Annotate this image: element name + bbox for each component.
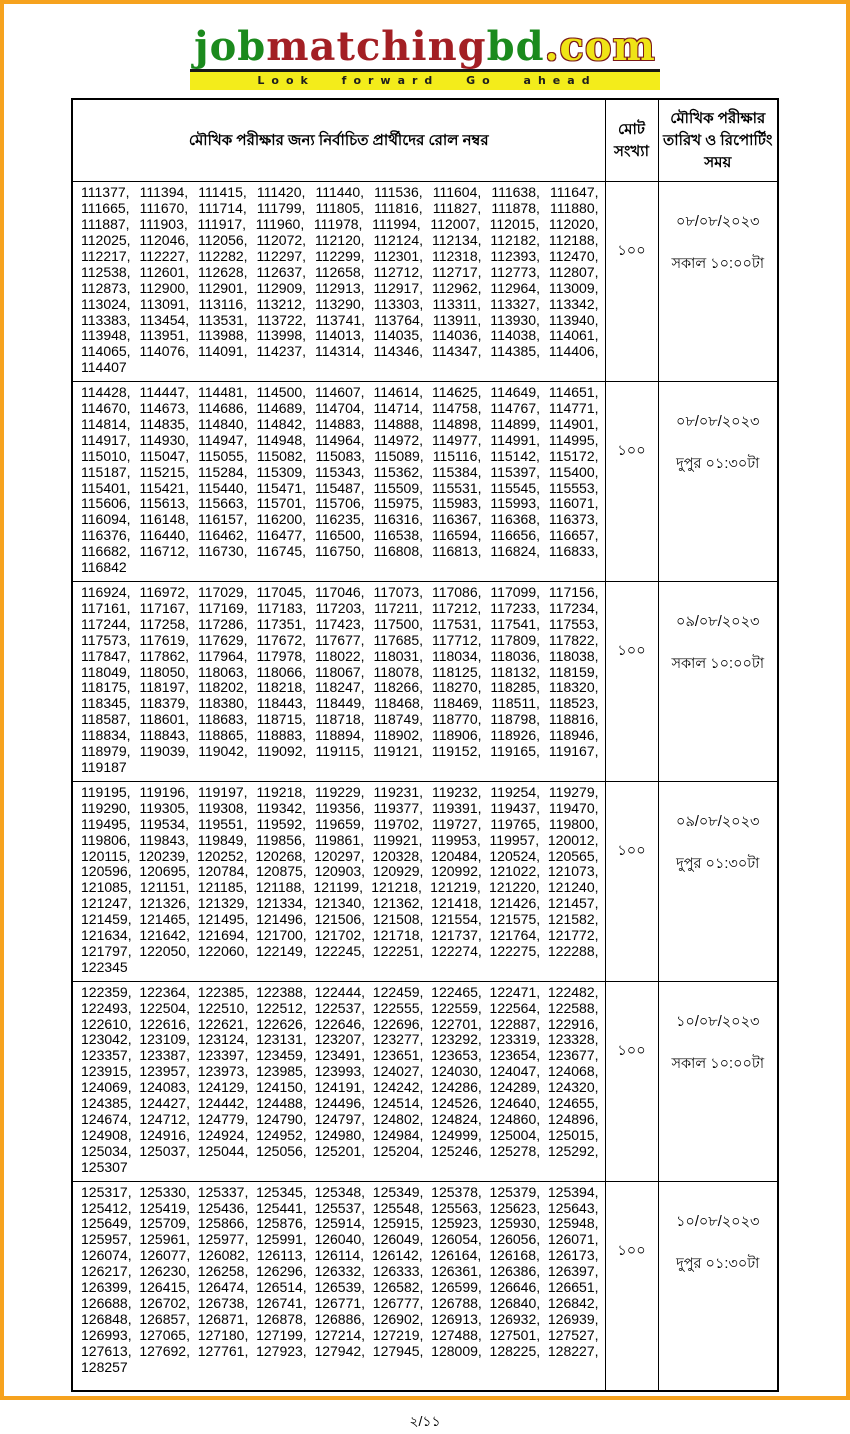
- total-count-cell: ১০০: [605, 1181, 658, 1391]
- header-exam-date-time: মৌখিক পরীক্ষার তারিখ ও রিপোর্টিং সময়: [658, 99, 778, 182]
- logo-word-matching: matching: [266, 23, 487, 70]
- schedule-cell: [658, 382, 778, 582]
- roll-numbers-cell: 125317, 125330, 125337, 125345, 125348, 125349, 125378, 125379, 125394, 125412, 125419, 125436, 125441, 125537, 125548, 125563, 125623, 125643, 125649, 125709, 125866, 125876, 125914, 125915, 125923, 125930, 125948, 125957, 125961, 125977, 125991, 126040, 126049, 126054, 126056, 126071, 126074, 126077, 126082, 126113, 126114, 126142, 126164, 126168, 126173, 126217, 126230, 126258, 126296, 126332, 126333, 126361, 126386, 126397, 126399, 126415, 126474, 126514, 126539, 126582, 126599, 126646, 126651, 126688, 126702, 126738, 126741, 126771, 126777, 126788, 126840, 126842, 126848, 126857, 126871, 126878, 126886, 126902, 126913, 126932, 126939, 126993, 127065, 127180, 127199, 127214, 127219, 127488, 127501, 127527, 127613, 127692, 127761, 127923, 127942, 127945, 128009, 128225, 128227, 128257: [72, 1181, 605, 1391]
- total-count-cell: ১০০: [605, 382, 658, 582]
- page-number: ২/১১: [409, 1413, 441, 1430]
- table-row: [72, 382, 778, 582]
- reporting-time: দুপুর ০১:৩০টা: [676, 1255, 760, 1272]
- exam-date: ০৯/০৮/২০২৩: [676, 813, 760, 830]
- schedule-cell: [658, 981, 778, 1181]
- logo-word-com: .com: [544, 23, 656, 70]
- total-count-cell: ১০০: [605, 182, 658, 382]
- total-count-cell: ১০০: [605, 781, 658, 981]
- table-row: [72, 1181, 778, 1391]
- roll-numbers-cell: 111377, 111394, 111415, 111420, 111440, 111536, 111604, 111638, 111647, 111665, 111670, 111714, 111799, 111805, 111816, 111827, 111878, 111880, 111887, 111903, 111917, 111960, 111978, 111994, 112007, 112015, 112020, 112025, 112046, 112056, 112072, 112120, 112124, 112134, 112182, 112188, 112217, 112227, 112282, 112297, 112299, 112301, 112318, 112393, 112470, 112538, 112601, 112628, 112637, 112658, 112712, 112717, 112773, 112807, 112873, 112900, 112901, 112909, 112913, 112917, 112962, 112964, 113009, 113024, 113091, 113116, 113212, 113290, 113303, 113311, 113327, 113342, 113383, 113454, 113531, 113722, 113741, 113764, 113911, 113930, 113940, 113948, 113951, 113988, 113998, 114013, 114035, 114036, 114038, 114061, 114065, 114076, 114091, 114237, 114314, 114346, 114347, 114385, 114406, 114407: [72, 182, 605, 382]
- table-header-row: [72, 99, 778, 182]
- table-row: [72, 981, 778, 1181]
- exam-date: ০৯/০৮/২০২৩: [676, 614, 760, 630]
- logo-word-job: job: [194, 23, 267, 70]
- table-row: [72, 781, 778, 981]
- total-count-cell: ১০০: [605, 981, 658, 1181]
- roll-numbers-cell: 119195, 119196, 119197, 119218, 119229, 119231, 119232, 119254, 119279, 119290, 119305, 119308, 119342, 119356, 119377, 119391, 119437, 119470, 119495, 119534, 119551, 119592, 119659, 119702, 119727, 119765, 119800, 119806, 119843, 119849, 119856, 119861, 119921, 119953, 119957, 120012, 120115, 120239, 120252, 120268, 120297, 120328, 120484, 120524, 120565, 120596, 120695, 120784, 120875, 120903, 120929, 120992, 121022, 121073, 121085, 121151, 121185, 121188, 121199, 121218, 121219, 121220, 121240, 121247, 121326, 121329, 121334, 121340, 121362, 121418, 121426, 121457, 121459, 121465, 121495, 121496, 121506, 121508, 121554, 121575, 121582, 121634, 121642, 121694, 121700, 121702, 121718, 121737, 121764, 121772, 121797, 122050, 122060, 122149, 122245, 122251, 122274, 122275, 122288, 122345: [72, 781, 605, 981]
- logo-word-bd: bd: [486, 23, 545, 70]
- roll-numbers-cell: 114428, 114447, 114481, 114500, 114607, 114614, 114625, 114649, 114651, 114670, 114673, 114686, 114689, 114704, 114714, 114758, 114767, 114771, 114814, 114835, 114840, 114842, 114883, 114888, 114898, 114899, 114901, 114917, 114930, 114947, 114948, 114964, 114972, 114977, 114991, 114995, 115010, 115047, 115055, 115082, 115083, 115089, 115116, 115142, 115172, 115187, 115215, 115284, 115309, 115343, 115362, 115384, 115397, 115400, 115401, 115421, 115440, 115471, 115487, 115509, 115531, 115545, 115553, 115606, 115613, 115663, 115701, 115706, 115975, 115983, 115993, 116071, 116094, 116148, 116157, 116200, 116235, 116316, 116367, 116368, 116373, 116376, 116440, 116462, 116477, 116500, 116538, 116594, 116656, 116657, 116682, 116712, 116730, 116745, 116750, 116808, 116813, 116824, 116833, 116842: [72, 382, 605, 582]
- reporting-time: দুপুর ০১:৩০টা: [676, 855, 760, 872]
- exam-date: ১০/০৮/২০২৩: [676, 1213, 760, 1230]
- site-logo: [190, 23, 660, 90]
- exam-date: ০৮/০৮/২০২৩: [676, 414, 760, 431]
- schedule-cell: [658, 582, 778, 782]
- reporting-time: দুপুর ০১:৩০টা: [676, 456, 760, 473]
- roll-numbers-cell: 116924, 116972, 117029, 117045, 117046, 117073, 117086, 117099, 117156, 117161, 117167, 117169, 117183, 117203, 117211, 117212, 117233, 117234, 117244, 117258, 117286, 117351, 117423, 117500, 117531, 117541, 117553, 117573, 117619, 117629, 117672, 117677, 117685, 117712, 117809, 117822, 117847, 117862, 117964, 117978, 118022, 118031, 118034, 118036, 118038, 118049, 118050, 118063, 118066, 118067, 118078, 118125, 118132, 118159, 118175, 118197, 118202, 118218, 118247, 118266, 118270, 118285, 118320, 118345, 118379, 118380, 118443, 118449, 118468, 118469, 118511, 118523, 118587, 118601, 118683, 118715, 118718, 118749, 118770, 118798, 118816, 118834, 118843, 118865, 118883, 118894, 118902, 118906, 118926, 118946, 118979, 119039, 119042, 119092, 119115, 119121, 119152, 119165, 119167, 119187: [72, 582, 605, 782]
- exam-date: ১০/০৮/২০২৩: [676, 1013, 760, 1030]
- table-row: [72, 182, 778, 382]
- schedule-cell: [658, 1181, 778, 1391]
- table-row: [72, 582, 778, 782]
- schedule-cell: [658, 781, 778, 981]
- schedule-cell: [658, 182, 778, 382]
- header-total-count: মোট সংখ্যা: [605, 99, 658, 182]
- roll-numbers-cell: 122359, 122364, 122385, 122388, 122444, 122459, 122465, 122471, 122482, 122493, 122504, 122510, 122512, 122537, 122555, 122559, 122564, 122588, 122610, 122616, 122621, 122626, 122646, 122696, 122701, 122887, 122916, 123042, 123109, 123124, 123131, 123207, 123277, 123292, 123319, 123328, 123357, 123387, 123397, 123459, 123491, 123651, 123653, 123654, 123677, 123915, 123957, 123973, 123985, 123993, 124027, 124030, 124047, 124068, 124069, 124083, 124129, 124150, 124191, 124242, 124286, 124289, 124320, 124385, 124427, 124442, 124488, 124496, 124514, 124526, 124640, 124655, 124674, 124712, 124779, 124790, 124797, 124802, 124824, 124860, 124896, 124908, 124916, 124924, 124952, 124980, 124984, 124999, 125004, 125015, 125034, 125037, 125044, 125056, 125201, 125204, 125246, 125278, 125292, 125307: [72, 981, 605, 1181]
- reporting-time: সকাল ১০:০০টা: [671, 656, 765, 672]
- reporting-time: সকাল ১০:০০টা: [671, 1055, 765, 1072]
- exam-date: ০৮/০৮/২০২৩: [676, 214, 760, 231]
- logo-wordmark: [190, 23, 660, 72]
- logo-tagline: Look forward Go ahead: [190, 72, 660, 90]
- total-count-cell: ১০০: [605, 582, 658, 782]
- reporting-time: সকাল ১০:০০টা: [671, 256, 765, 273]
- header-roll-numbers: মৌখিক পরীক্ষার জন্য নির্বাচিত প্রার্থীদের রোল নম্বর: [72, 99, 605, 182]
- exam-schedule-table: [71, 98, 779, 1392]
